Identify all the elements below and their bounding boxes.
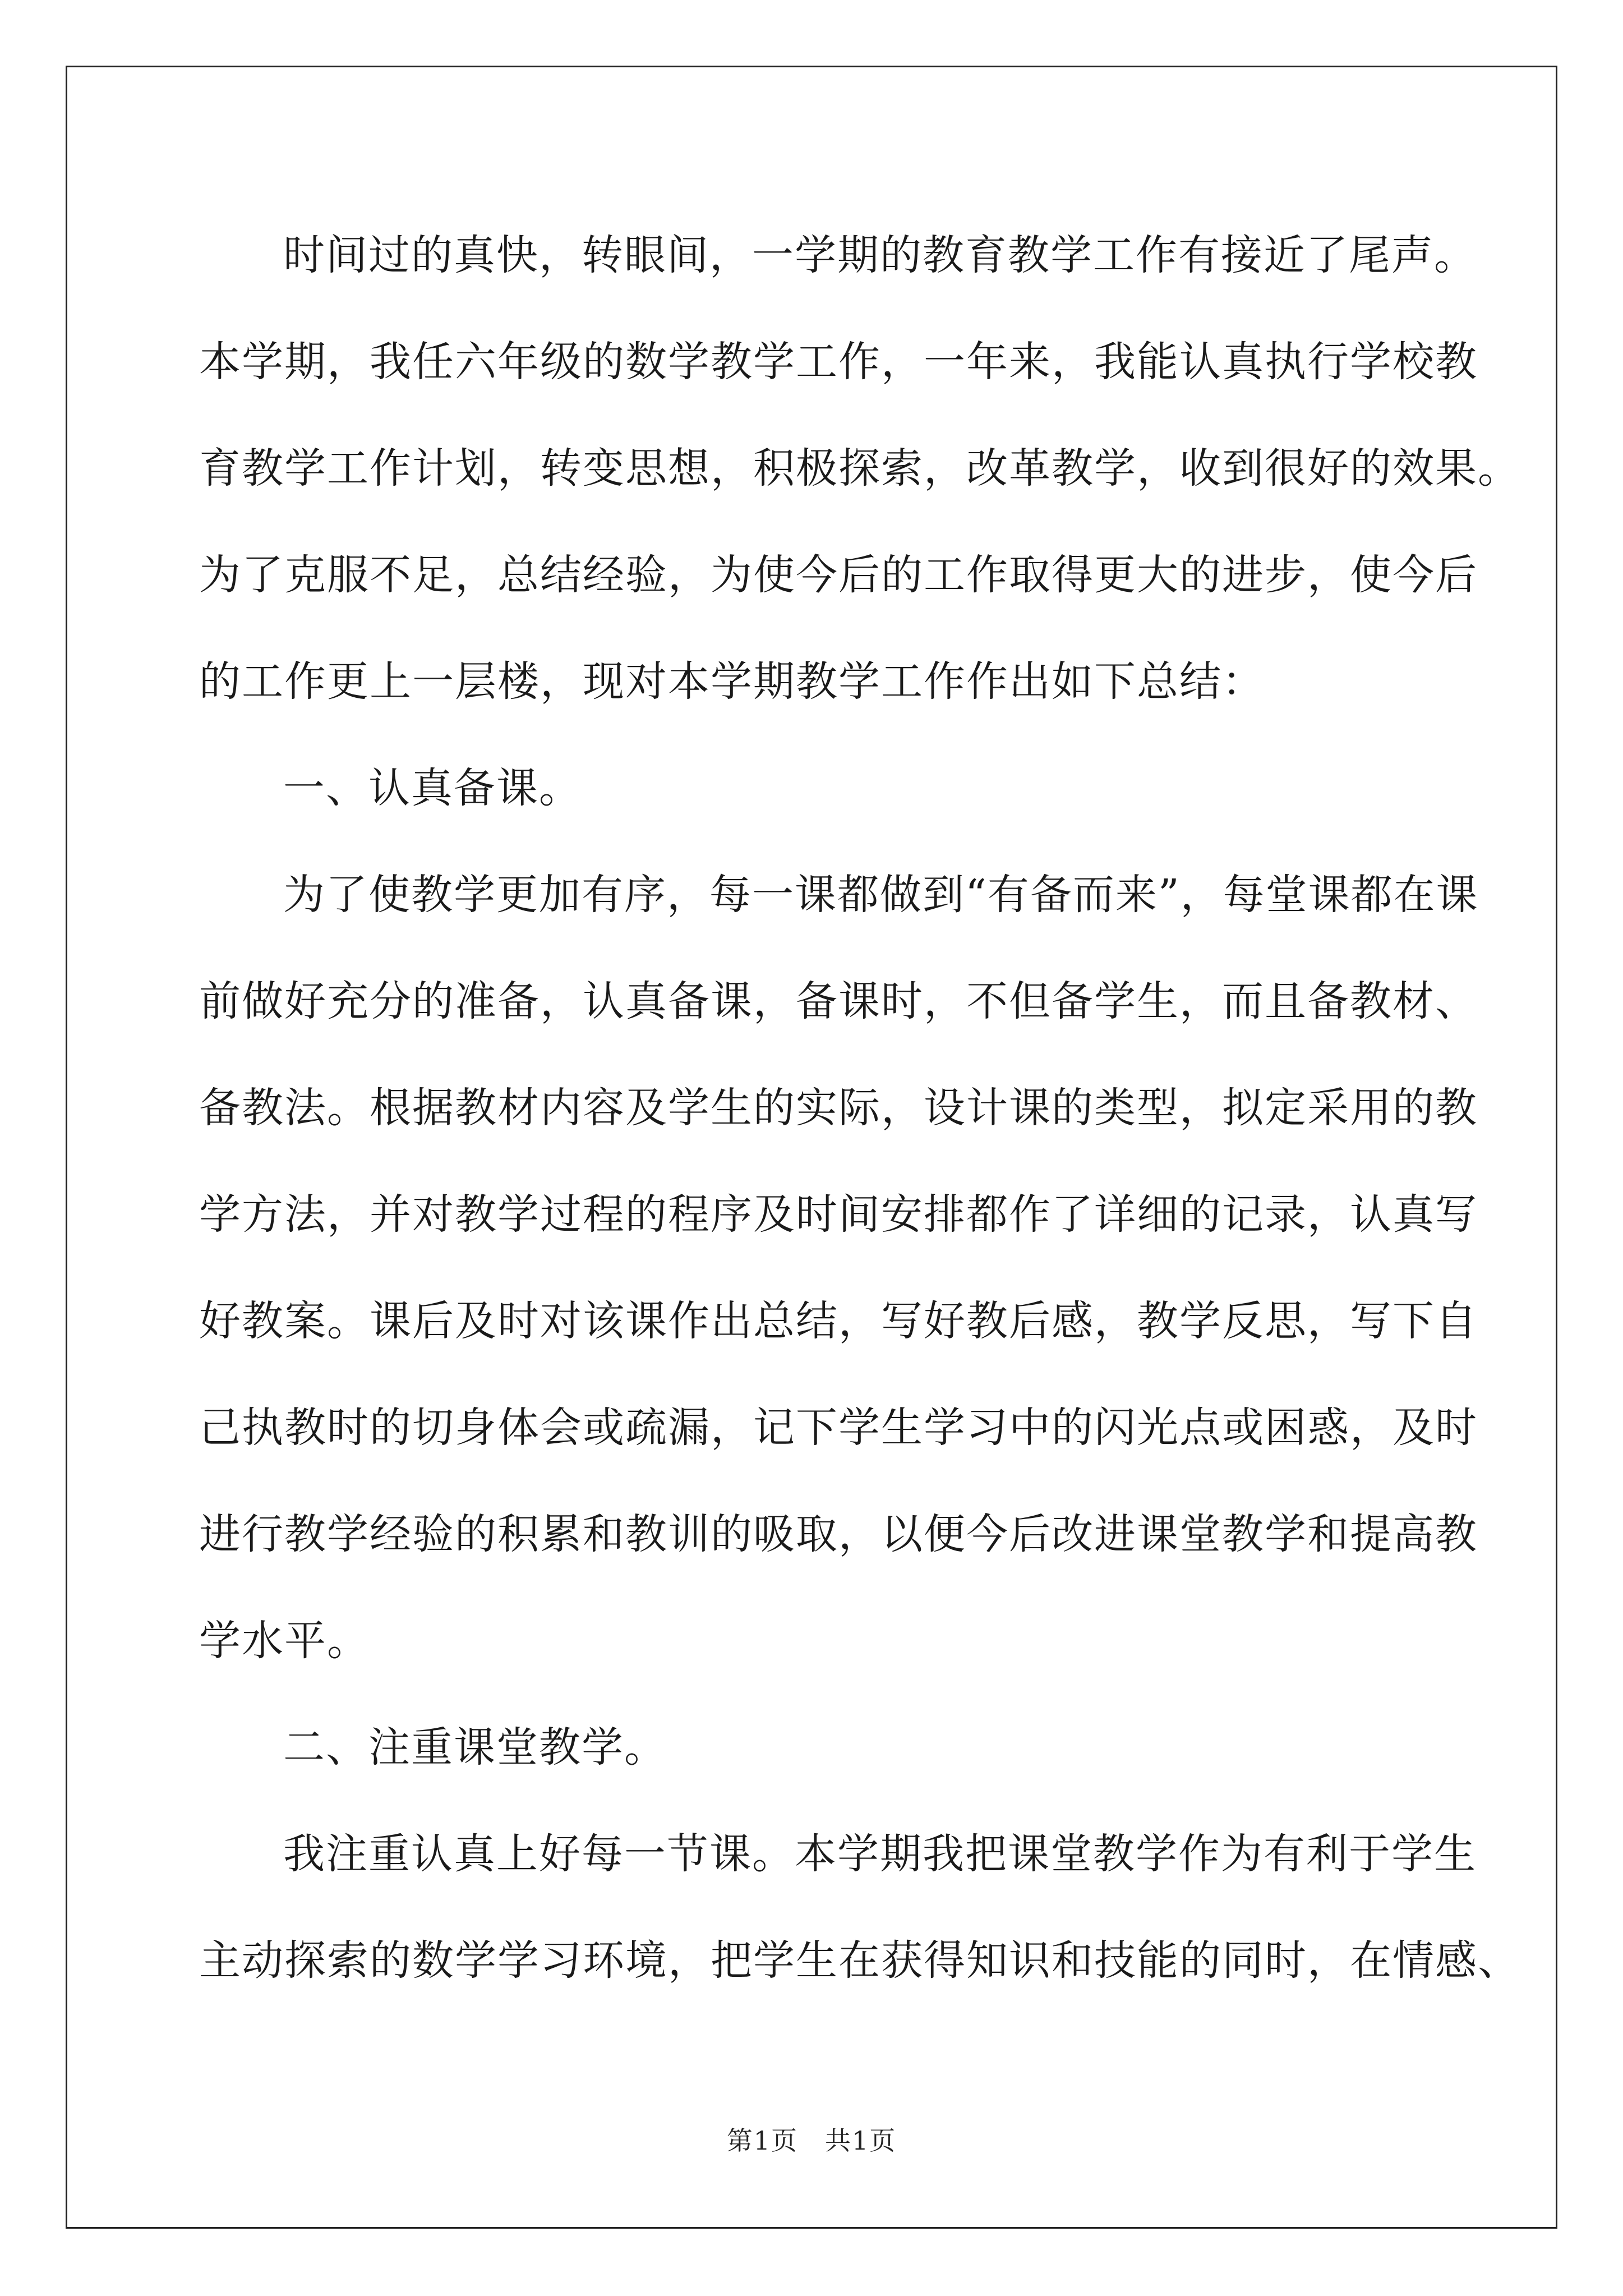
text-line: 好教案。课后及时对该课作出总结，写好教后感，教学反思，写下自 — [199, 1297, 1478, 1345]
text-line: 学方法，并对教学过程的程序及时间安排都作了详细的记录，认真写 — [199, 1190, 1478, 1239]
document-body — [199, 202, 1520, 2014]
text-line: 己执教时的切身体会或疏漏，记下学生学习中的闪光点或困惑，及时 — [199, 1404, 1478, 1452]
text-line: 的工作更上一层楼，现对本学期教学工作作出如下总结： — [199, 657, 1265, 706]
text-line: 主动探索的数学学习环境，把学生在获得知识和技能的同时，在情感、 — [199, 1936, 1520, 1985]
section-heading: 二、注重课堂教学。 — [283, 1723, 667, 1772]
text-line: 学水平。 — [199, 1617, 370, 1665]
text-line: 进行教学经验的积累和教训的吸取，以便今后改进课堂教学和提高教 — [199, 1510, 1478, 1558]
text-line: 为了使教学更加有序，每一课都做到“有备而来”，每堂课都在课 — [283, 871, 1479, 919]
text-line: 前做好充分的准备，认真备课，备课时，不但备学生，而且备教材、 — [199, 977, 1478, 1025]
text-line: 为了克服不足，总结经验，为使今后的工作取得更大的进步，使今后 — [199, 551, 1478, 599]
text-line: 本学期，我任六年级的数学教学工作，一年来，我能认真执行学校教 — [199, 338, 1478, 386]
page-number-footer: 第1页 共1页 — [726, 2125, 897, 2156]
text-line: 备教法。根据教材内容及学生的实际，设计课的类型，拟定采用的教 — [199, 1084, 1478, 1132]
text-line: 育教学工作计划，转变思想，积极探索，改革教学，收到很好的效果。 — [199, 444, 1520, 493]
section-heading: 一、认真备课。 — [283, 764, 582, 812]
text-line: 时间过的真快，转眼间，一学期的教育教学工作有接近了尾声。 — [283, 231, 1477, 279]
text-line: 我注重认真上好每一节课。本学期我把课堂教学作为有利于学生 — [283, 1830, 1477, 1878]
